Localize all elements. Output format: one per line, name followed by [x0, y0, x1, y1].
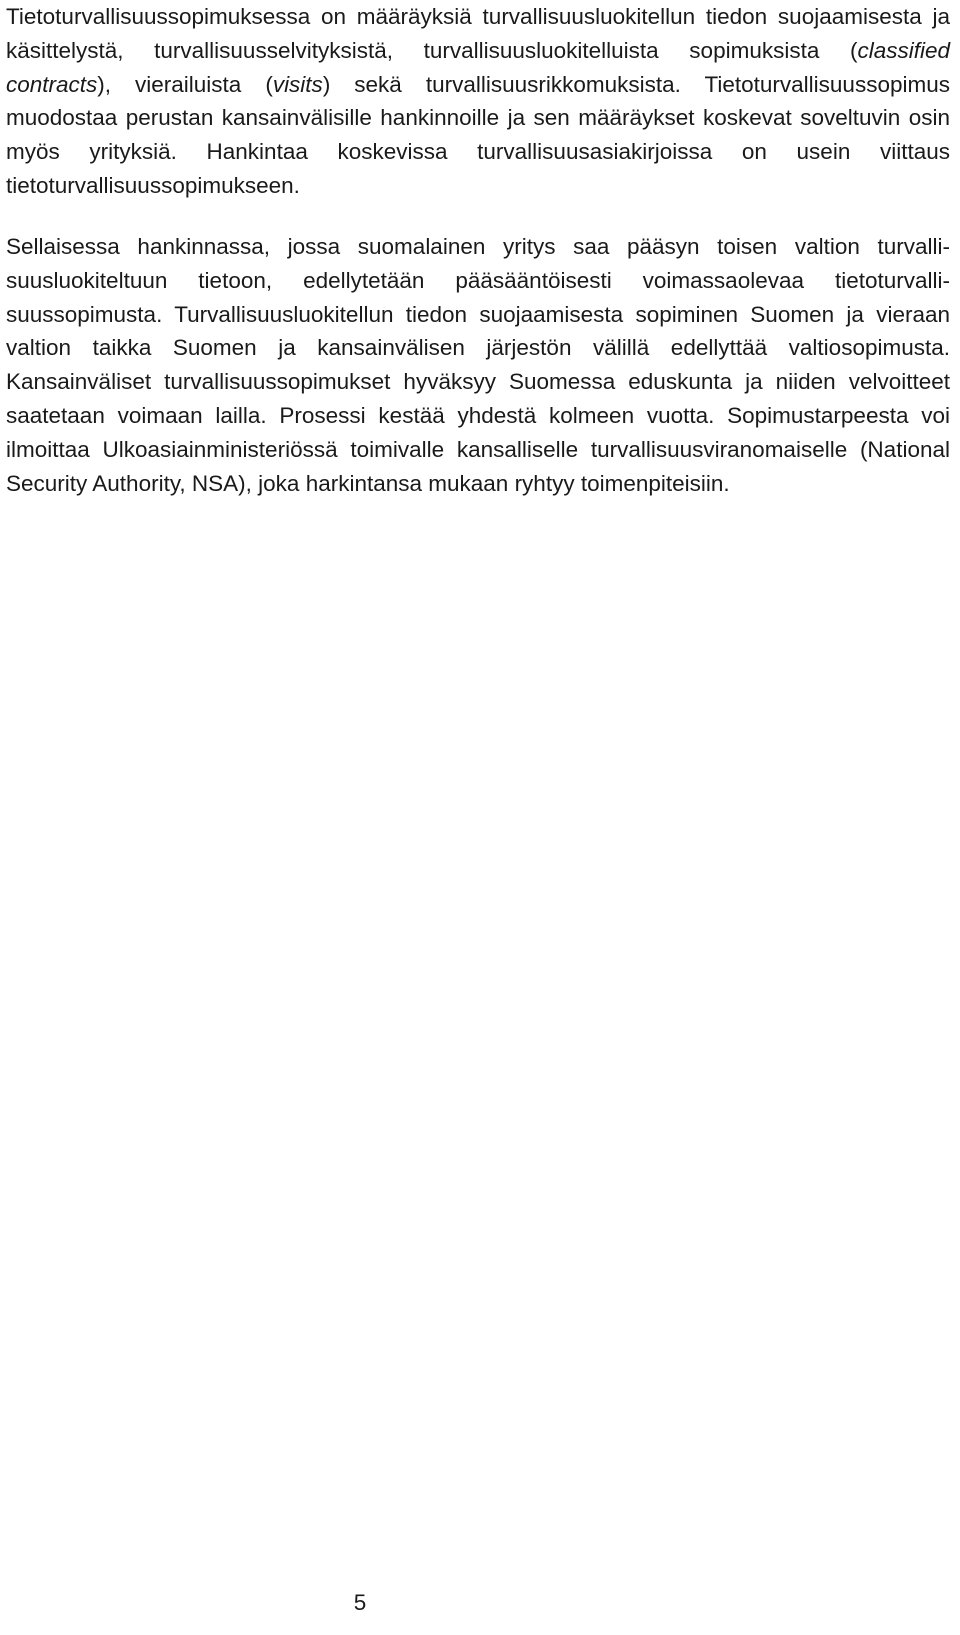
paragraph-1-text-c: ) sekä turvallisuusrikkomuksista. Tietoturvallisuussopimus muodostaa perustan kansainvälisille hankinnoille ja sen määräykset koskevat soveltuvin osin myös yrityksiä. Hankintaa koskevissa turvallisuusasiakirjoissa on usein viittaus tietoturvallisuussopimukseen. [6, 71, 950, 198]
paragraph-1 [6, 0, 950, 203]
paragraph-1-text-a: Tietoturvallisuussopimuksessa on määräyksiä turvallisuusluokitellun tiedon suojaamisesta ja käsittelystä, turvallisuusselvityksistä, turvallisuusluokitelluista sopimuksista ( [6, 4, 950, 63]
page-number: 5 [353, 1590, 367, 1615]
paragraph-2: Sellaisessa hankinnassa, jossa suomalainen yritys saa pääsyn toisen valtion turvallisuusluokiteltuun tietoon, edellytetään pääsääntöisesti voimassaolevaa tietoturvallisuussopimusta. Turvallisuusluokitellun tiedon suojaamisesta sopiminen Suomen ja vieraan valtion taikka Suomen ja kansainvälisen järjestön välillä edellyttää valtiosopimusta. Kansainväliset turvallisuussopimukset hyväksyy Suomessa eduskunta ja niiden velvoitteet saatetaan voimaan lailla. Prosessi kestää yhdestä kolmeen vuotta. Sopimustarpeesta voi ilmoittaa Ulkoasiainministeriössä toimivalle kansalliselle turvallisuusviranomaiselle (National Security Authority, NSA), joka harkintansa mukaan ryhtyy toimenpiteisiin. [6, 234, 950, 496]
paragraph-1-text-b: ), vierailuista ( [97, 71, 273, 97]
paragraph-1-term-visits: visits [272, 71, 323, 97]
paragraph-1-term-classified-contracts: classified contracts [6, 37, 950, 97]
